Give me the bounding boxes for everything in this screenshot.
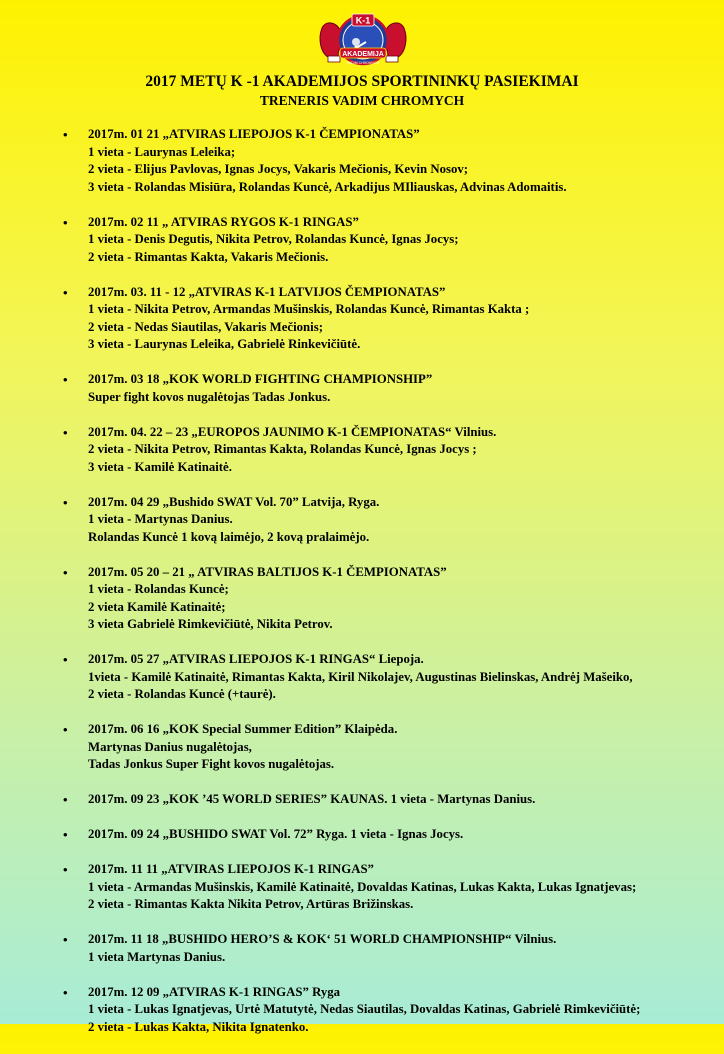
event-item xyxy=(63,931,716,966)
bullet-icon: • xyxy=(63,722,68,737)
event-item xyxy=(63,984,716,1037)
event-result-line: 2 vieta - Rimantas Kakta, Vakaris Mečionis. xyxy=(88,249,329,264)
bullet-icon: • xyxy=(63,424,68,440)
logo-small-text: VADIM CHROMYCH xyxy=(346,61,380,65)
events-list xyxy=(63,126,716,1054)
event-heading: 2017m. 04. 22 – 23 „EUROPOS JAUNIMO K-1 ČEMPIONATAS“ Vilnius. xyxy=(88,424,497,439)
event-result-line: 3 vieta - Laurynas Leleika, Gabrielė Rinkevičiūtė. xyxy=(88,337,361,351)
page-subtitle: TRENERIS VADIM CHROMYCH xyxy=(259,93,465,108)
event-item xyxy=(63,284,716,354)
event-heading: 2017m. 11 11 „ATVIRAS LIEPOJOS K-1 RINGAS” xyxy=(88,862,374,876)
event-result-line: 1 vieta - Nikita Petrov, Armandas Mušinskis, Rolandas Kuncė, Rimantas Kakta ; xyxy=(88,302,530,316)
event-heading: 2017m. 05 27 „ATVIRAS LIEPOJOS K-1 RINGAS“ Liepoja. xyxy=(88,652,424,666)
event-heading: 2017m. 12 09 „ATVIRAS K-1 RINGAS” Ryga xyxy=(88,984,341,999)
event-result-line: 2 vieta Kamilė Katinaitė; xyxy=(88,599,226,614)
event-item xyxy=(63,791,716,809)
event-result-line: 2 vieta - Nikita Petrov, Rimantas Kakta, Rolandas Kuncė, Ignas Jocys ; xyxy=(88,442,477,456)
bullet-icon: • xyxy=(63,932,68,947)
event-result-line: 2 vieta - Lukas Kakta, Nikita Ignatenko. xyxy=(88,1019,309,1034)
event-item xyxy=(63,371,716,406)
event-result-line: Rolandas Kuncė 1 kovą laimėjo, 2 kovą pralaimėjo. xyxy=(88,529,370,544)
event-heading: 2017m. 03 18 „KOK WORLD FIGHTING CHAMPIONSHIP” xyxy=(88,372,433,386)
event-result-line: 2 vieta - Elijus Pavlovas, Ignas Jocys, Vakaris Mečionis, Kevin Nosov; xyxy=(88,162,469,176)
event-item xyxy=(63,651,716,704)
event-result-line: 1 vieta - Denis Degutis, Nikita Petrov, Rolandas Kuncė, Ignas Jocys; xyxy=(88,232,459,246)
event-result-line: 3 vieta - Rolandas Misiūra, Rolandas Kuncė, Arkadijus MIliauskas, Advinas Adomaitis. xyxy=(88,179,567,194)
event-result-line: 1 vieta - Armandas Mušinskis, Kamilė Katinaitė, Dovaldas Katinas, Lukas Kakta, Lukas Ignatjevas; xyxy=(88,879,637,894)
event-heading: 2017m. 09 24 „BUSHIDO SWAT Vol. 72” Ryga. 1 vieta - Ignas Jocys. xyxy=(88,827,464,841)
bullet-icon: • xyxy=(63,284,68,300)
event-item xyxy=(63,826,716,844)
event-item xyxy=(63,214,716,267)
bullet-icon: • xyxy=(63,564,68,580)
event-result-line: 1 vieta - Laurynas Leleika; xyxy=(88,144,236,159)
event-heading: 2017m. 11 18 „BUSHIDO HERO’S & KOK‘ 51 WORLD CHAMPIONSHIP“ Vilnius. xyxy=(88,932,557,946)
bullet-icon: • xyxy=(63,127,68,142)
event-heading: 2017m. 02 11 „ ATVIRAS RYGOS K-1 RINGAS” xyxy=(88,214,359,229)
event-result-line: 3 vieta - Kamilė Katinaitė. xyxy=(88,459,232,474)
bullet-icon: • xyxy=(63,984,68,1000)
event-result-line: Martynas Danius nugalėtojas, xyxy=(88,739,252,754)
event-item xyxy=(63,721,716,774)
event-result-line: Tadas Jonkus Super Fight kovos nugalėtojas. xyxy=(88,757,335,771)
k1-akademija-logo xyxy=(316,8,410,74)
event-heading: 2017m. 06 16 „KOK Special Summer Edition” Klaipėda. xyxy=(88,722,398,736)
page-title: 2017 METŲ K -1 AKADEMIJOS SPORTININKŲ PASIEKIMAI xyxy=(145,73,579,90)
event-item xyxy=(63,494,716,547)
event-heading: 2017m. 09 23 „KOK ’45 WORLD SERIES” KAUNAS. 1 vieta - Martynas Danius. xyxy=(88,792,536,806)
bullet-icon: • xyxy=(63,214,68,230)
event-result-line: 1 vieta - Martynas Danius. xyxy=(88,512,233,526)
bullet-icon: • xyxy=(63,652,68,667)
event-item xyxy=(63,564,716,634)
bullet-icon: • xyxy=(63,372,68,387)
event-result-line: 1 vieta Martynas Danius. xyxy=(88,949,226,964)
event-result-line: 2 vieta - Rimantas Kakta Nikita Petrov, Artūras Brižinskas. xyxy=(88,897,414,911)
event-item xyxy=(63,424,716,477)
event-result-line: 2 vieta - Nedas Siautilas, Vakaris Mečionis; xyxy=(88,319,323,334)
event-heading: 2017m. 05 20 – 21 „ ATVIRAS BALTIJOS K-1 ČEMPIONATAS” xyxy=(88,564,447,579)
event-item xyxy=(63,861,716,914)
event-result-line: 1 vieta - Rolandas Kuncė; xyxy=(88,582,229,596)
bullet-icon: • xyxy=(63,862,68,877)
bullet-icon: • xyxy=(63,494,68,510)
event-result-line: 1 vieta - Lukas Ignatjevas, Urtė Matutytė, Nedas Siautilas, Dovaldas Katinas, Gabrielė Rimkevičiūtė; xyxy=(88,1002,641,1016)
logo-bottom-text: AKADEMIJA xyxy=(342,51,384,58)
bullet-icon: • xyxy=(63,792,68,807)
event-heading: 2017m. 01 21 „ATVIRAS LIEPOJOS K-1 ČEMPIONATAS” xyxy=(88,127,420,141)
event-heading: 2017m. 03. 11 - 12 „ATVIRAS K-1 LATVIJOS ČEMPIONATAS” xyxy=(88,284,446,299)
bullet-icon: • xyxy=(63,827,68,842)
event-result-line: Super fight kovos nugalėtojas Tadas Jonkus. xyxy=(88,389,331,404)
event-result-line: 1vieta - Kamilė Katinaitė, Rimantas Kakta, Kiril Nikolajev, Augustinas Bielinskas, Andrėj Mašeiko, xyxy=(88,669,633,684)
event-item xyxy=(63,126,716,196)
logo-top-text: K-1 xyxy=(355,15,371,26)
event-heading: 2017m. 04 29 „Bushido SWAT Vol. 70” Latvija, Ryga. xyxy=(88,494,380,509)
event-result-line: 3 vieta Gabrielė Rimkevičiūtė, Nikita Petrov. xyxy=(88,617,333,631)
event-result-line: 2 vieta - Rolandas Kuncė (+taurė). xyxy=(88,687,276,701)
